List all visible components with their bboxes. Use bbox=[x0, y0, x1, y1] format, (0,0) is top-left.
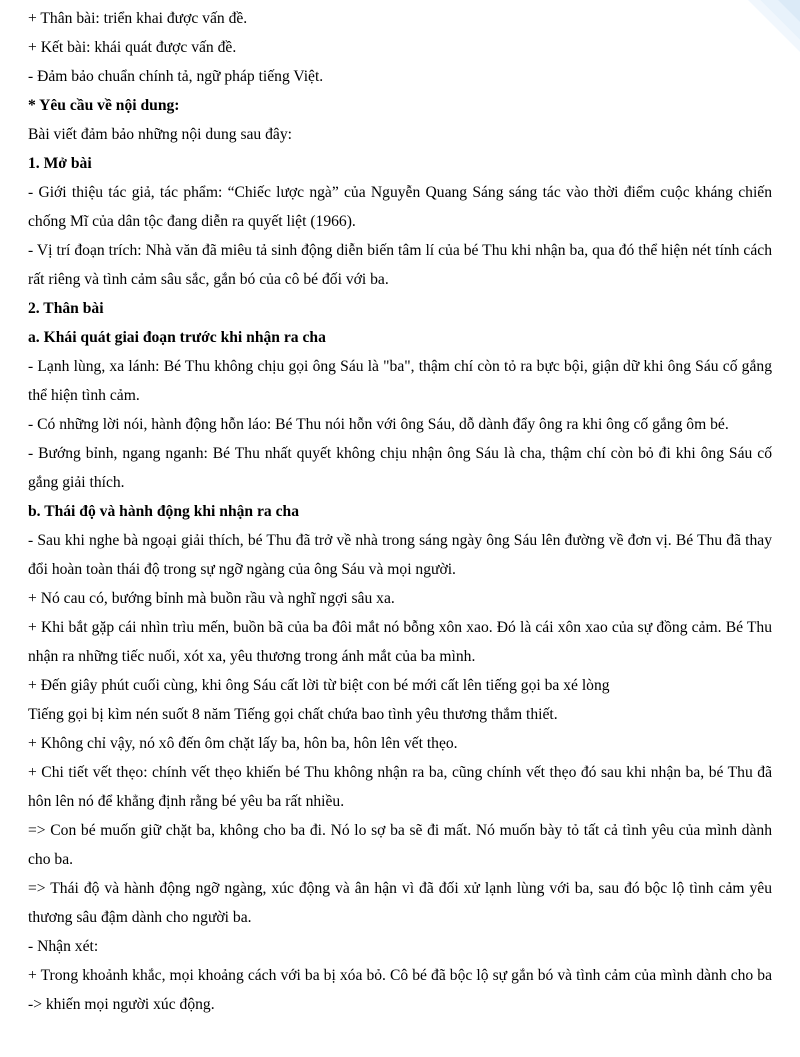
paragraph: - Giới thiệu tác giả, tác phẩm: “Chiếc lược ngà” của Nguyễn Quang Sáng sáng tác vào thời điểm cuộc kháng chiến chống Mĩ của dân tộc đang diễn ra quyết liệt (1966). bbox=[28, 184, 772, 230]
paragraph: => Thái độ và hành động ngỡ ngàng, xúc động và ân hận vì đã đối xử lạnh lùng với ba, sau đó bộc lộ tình cảm yêu thương sâu đậm dành cho người ba. bbox=[28, 880, 772, 926]
section-heading: 2. Thân bài bbox=[28, 300, 104, 317]
paragraph: + Chi tiết vết thẹo: chính vết thẹo khiến bé Thu không nhận ra ba, cũng chính vết thẹo đó sau khi nhận ba, bé Thu đã hôn lên nó để khẳng định rằng bé yêu ba rất nhiều. bbox=[28, 764, 772, 810]
paragraph: + Khi bắt gặp cái nhìn trìu mến, buồn bã của ba đôi mắt nó bỗng xôn xao. Đó là cái xôn xao của sự đồng cảm. Bé Thu nhận ra những tiếc nuối, xót xa, yêu thương trong ánh mắt của ba mình. bbox=[28, 619, 772, 665]
paragraph: + Trong khoảnh khắc, mọi khoảng cách với ba bị xóa bỏ. Cô bé đã bộc lộ sự gắn bó và tình cảm của mình dành cho ba -> khiến mọi người xúc động. bbox=[28, 967, 772, 1013]
text-line: + Nó cau có, bướng bỉnh mà buồn rầu và nghĩ ngợi sâu xa. bbox=[28, 590, 395, 607]
text-line: - Nhận xét: bbox=[28, 938, 99, 955]
text-line: + Không chỉ vậy, nó xô đến ôm chặt lấy ba, hôn ba, hôn lên vết thẹo. bbox=[28, 735, 458, 752]
text-line: + Kết bài: khái quát được vấn đề. bbox=[28, 39, 237, 56]
section-heading: 1. Mở bài bbox=[28, 155, 92, 172]
paragraph: - Có những lời nói, hành động hỗn láo: Bé Thu nói hỗn với ông Sáu, dỗ dành đẩy ông ra khi ông cố gắng ôm bé. bbox=[28, 416, 729, 433]
paragraph: => Con bé muốn giữ chặt ba, không cho ba đi. Nó lo sợ ba sẽ đi mất. Nó muốn bày tỏ tất cả tình yêu của mình dành cho ba. bbox=[28, 822, 772, 868]
text-line: - Đảm bảo chuẩn chính tả, ngữ pháp tiếng Việt. bbox=[28, 68, 324, 85]
paragraph: - Lạnh lùng, xa lánh: Bé Thu không chịu gọi ông Sáu là "ba", thậm chí còn tỏ ra bực bội, giận dữ khi ông Sáu cố gắng thể hiện tình cảm. bbox=[28, 358, 772, 404]
subsection-heading: b. Thái độ và hành động khi nhận ra cha bbox=[28, 503, 299, 520]
text-line: + Thân bài: triển khai được vấn đề. bbox=[28, 10, 248, 27]
text-line: + Đến giây phút cuối cùng, khi ông Sáu cất lời từ biệt con bé mới cất lên tiếng gọi ba xé lòng bbox=[28, 677, 610, 694]
text-line: Tiếng gọi bị kìm nén suốt 8 năm Tiếng gọi chất chứa bao tình yêu thương thắm thiết. bbox=[28, 706, 558, 723]
document-page bbox=[28, 4, 772, 1019]
paragraph: - Vị trí đoạn trích: Nhà văn đã miêu tả sinh động diễn biến tâm lí của bé Thu khi nhận ba, qua đó thể hiện nét tính cách rất riêng và tình cảm sâu sắc, gắn bó của cô bé đối với ba. bbox=[28, 242, 772, 288]
paragraph: - Sau khi nghe bà ngoại giải thích, bé Thu đã trở về nhà trong sáng ngày ông Sáu lên đường về đơn vị. Bé Thu đã thay đổi hoàn toàn thái độ trong sự ngỡ ngàng của ông Sáu và mọi người. bbox=[28, 532, 772, 578]
paragraph: - Bướng bỉnh, ngang nganh: Bé Thu nhất quyết không chịu nhận ông Sáu là cha, thậm chí còn bỏ đi khi ông Sáu cố gắng giải thích. bbox=[28, 445, 772, 491]
text-line: Bài viết đảm bảo những nội dung sau đây: bbox=[28, 126, 292, 143]
subsection-heading: a. Khái quát giai đoạn trước khi nhận ra cha bbox=[28, 329, 326, 346]
section-heading: * Yêu cầu về nội dung: bbox=[28, 97, 180, 114]
